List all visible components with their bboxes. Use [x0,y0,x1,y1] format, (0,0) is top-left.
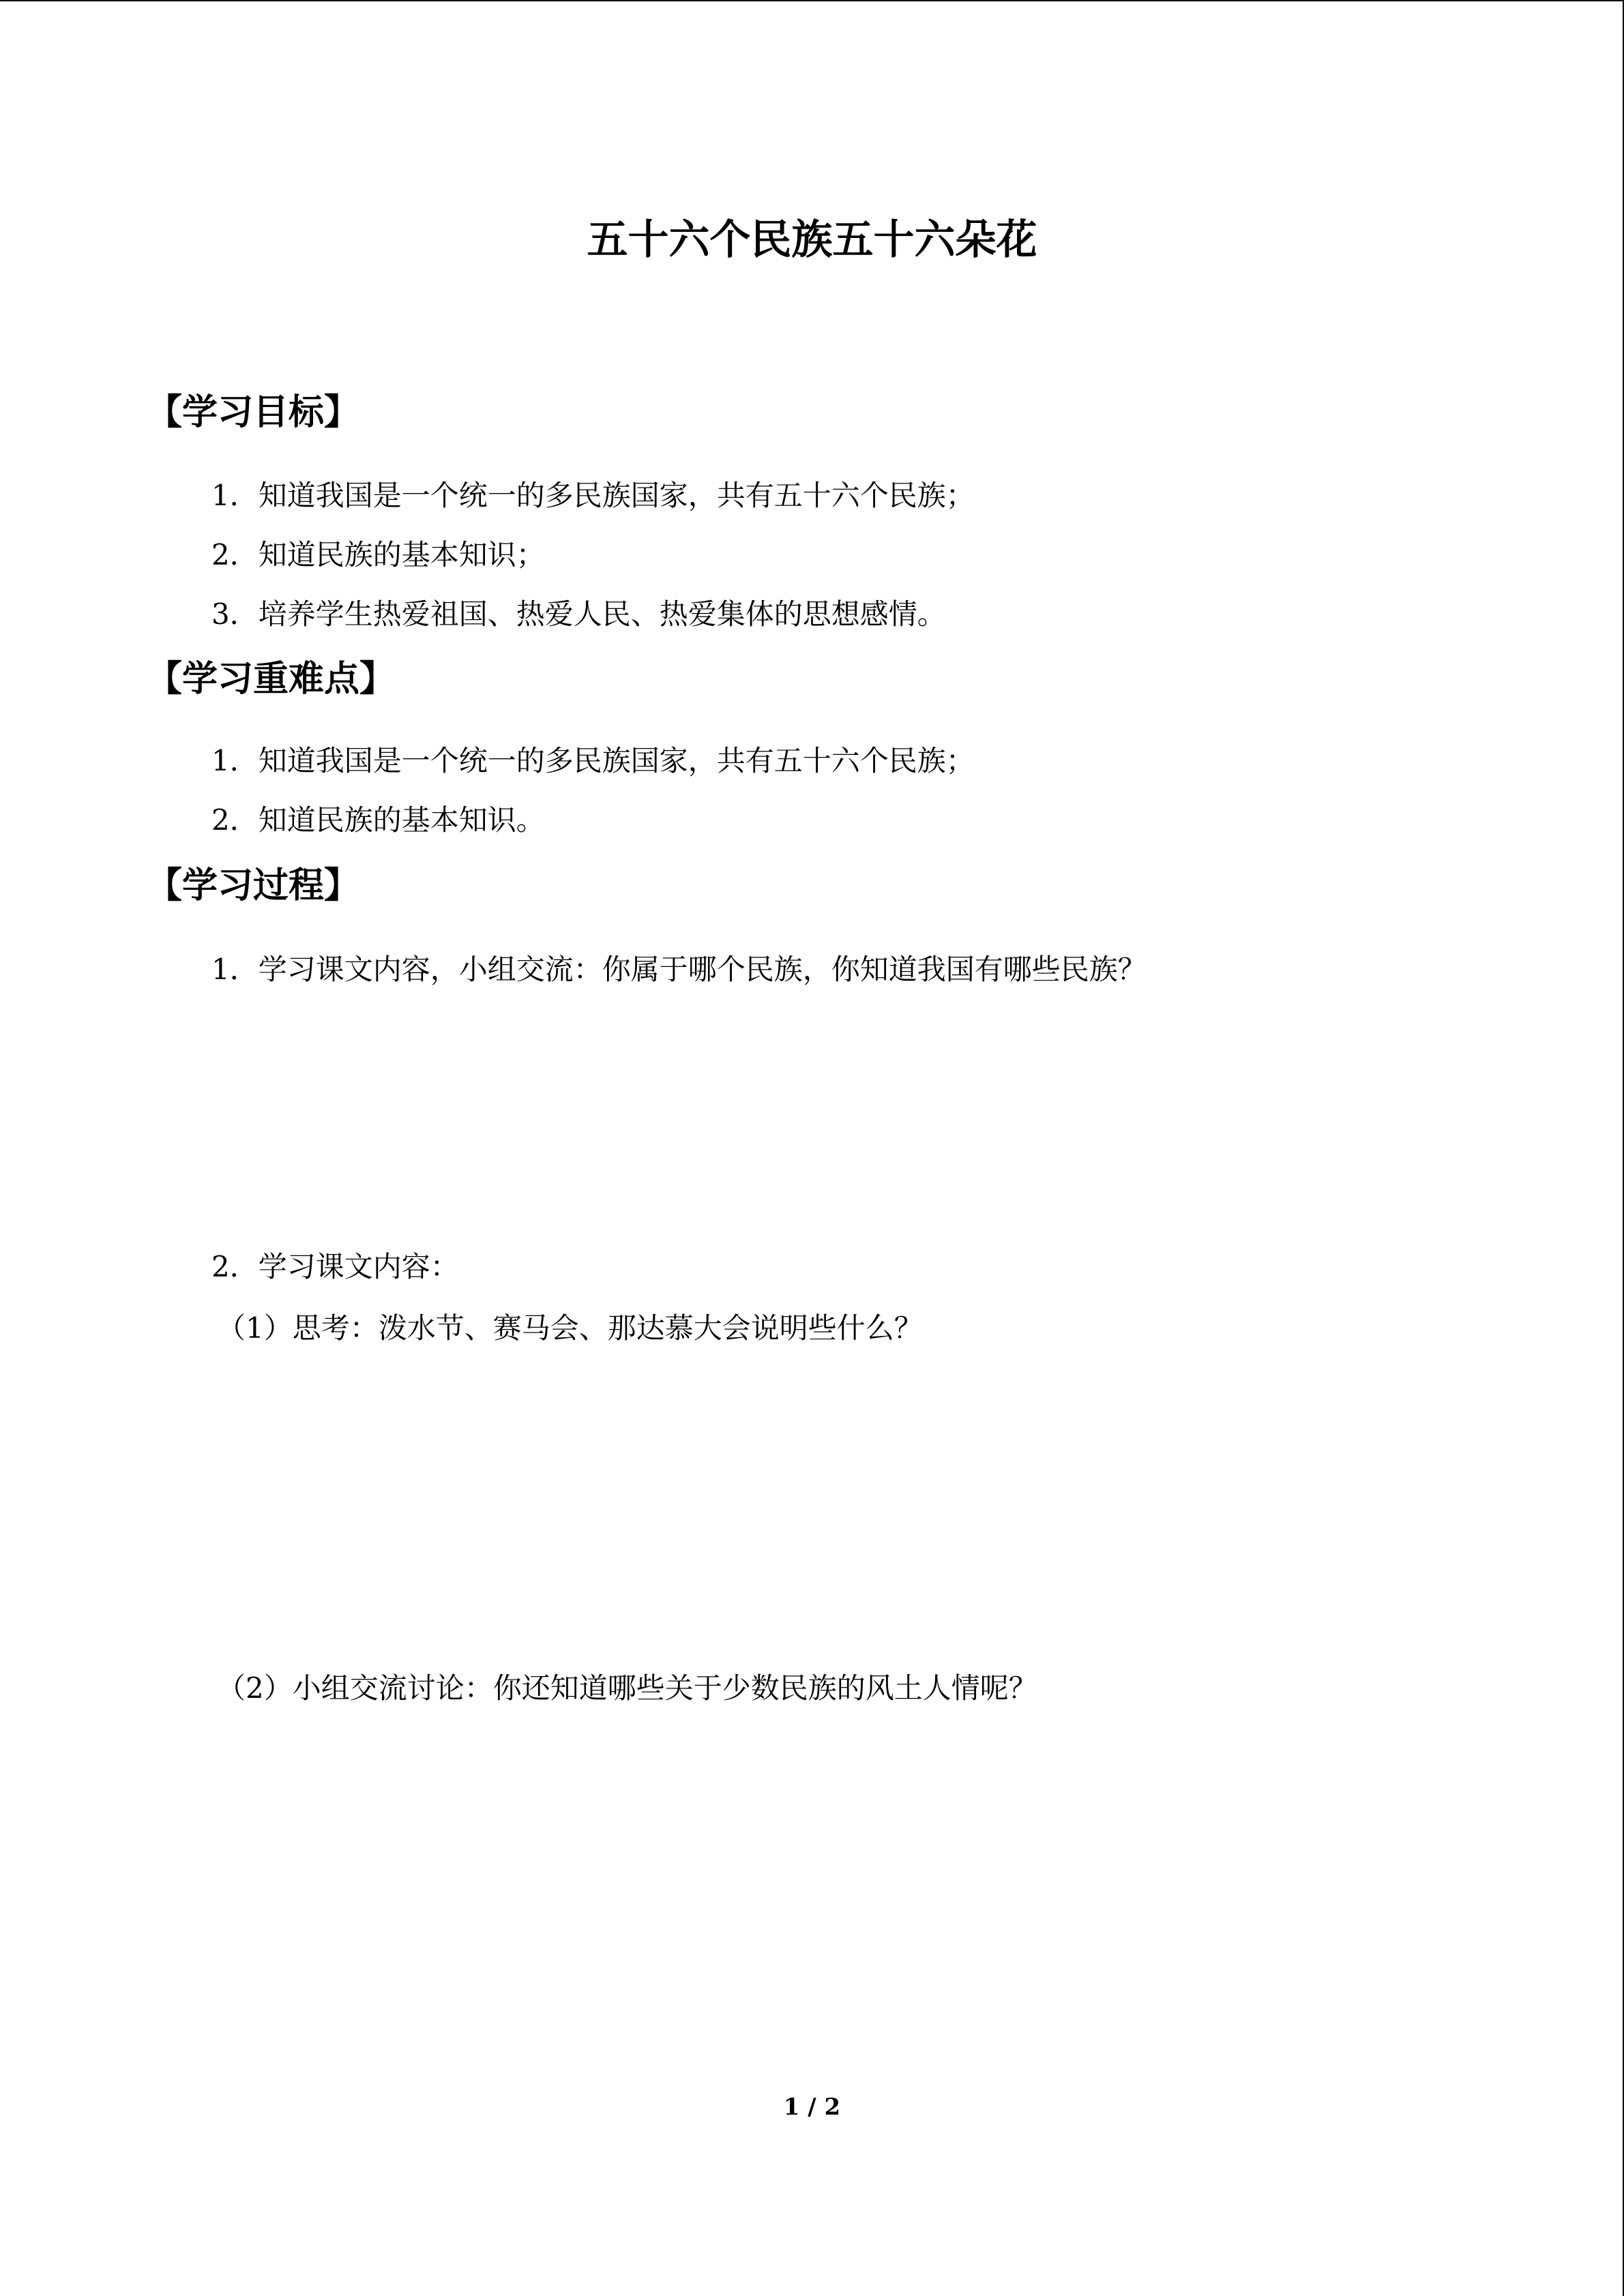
page-number: 1 / 2 [783,2093,841,2121]
section-heading-learning-goals: 【学习目标】 [147,391,360,433]
goal-item-1: 1．知道我国是一个统一的多民族国家，共有五十六个民族； [211,479,975,512]
goal-item-3: 3．培养学生热爱祖国、热爱人民、热爱集体的思想感情。 [211,597,946,631]
section-heading-key-difficulties: 【学习重难点】 [147,658,396,700]
difficulty-item-1: 1．知道我国是一个统一的多民族国家，共有五十六个民族； [211,744,975,777]
process-item-2: 2．学习课文内容： [211,1250,459,1283]
goal-item-2: 2．知道民族的基本知识； [211,538,545,571]
process-item-1: 1．学习课文内容，小组交流：你属于哪个民族，你知道我国有哪些民族？ [211,953,1147,986]
section-heading-learning-process: 【学习过程】 [147,865,360,906]
process-subitem-2: （2）小组交流讨论：你还知道哪些关于少数民族的风土人情呢？ [217,1671,1037,1705]
difficulty-item-2: 2．知道民族的基本知识。 [211,803,545,837]
process-subitem-1: （1）思考：泼水节、赛马会、那达慕大会说明些什么？ [217,1311,923,1345]
document-title: 五十六个民族五十六朵花 [587,216,1037,264]
